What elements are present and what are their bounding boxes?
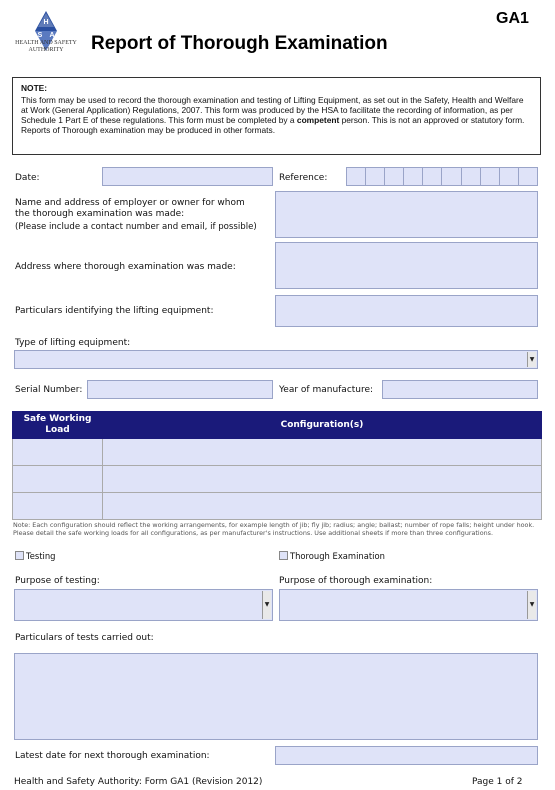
date-field[interactable] <box>102 167 273 186</box>
table-header-swl: Safe Working Load <box>13 412 103 439</box>
table-header-configuration: Configuration(s) <box>103 412 542 439</box>
footer-left: Health and Safety Authority: Form GA1 (Revision 2012) <box>14 777 263 787</box>
year-field[interactable] <box>382 380 538 399</box>
serial-label: Serial Number: <box>15 385 83 395</box>
swl-cell[interactable] <box>13 466 103 493</box>
table-row <box>13 439 542 466</box>
employer-field[interactable] <box>275 191 538 238</box>
testing-label: Testing <box>26 551 56 561</box>
page-title: Report of Thorough Examination <box>91 33 388 54</box>
logo-text-line2: AUTHORITY <box>28 47 64 53</box>
tests-field[interactable] <box>14 653 538 740</box>
employer-label-line2: the thorough examination was made: <box>15 209 185 219</box>
type-label: Type of lifting equipment: <box>15 338 131 348</box>
svg-text:A: A <box>49 32 55 39</box>
type-dropdown[interactable] <box>14 350 538 369</box>
chevron-down-icon[interactable]: ▼ <box>527 352 536 367</box>
serial-field[interactable] <box>87 380 273 399</box>
note-heading: NOTE: <box>21 83 48 93</box>
particulars-field[interactable] <box>275 295 538 327</box>
note-box <box>12 77 541 155</box>
next-date-field[interactable] <box>275 746 538 765</box>
footer-page-number: Page 1 of 2 <box>472 777 523 787</box>
configuration-cell[interactable] <box>103 466 542 493</box>
chevron-down-icon[interactable]: ▼ <box>527 591 536 619</box>
purpose-thorough-dropdown[interactable] <box>279 589 538 621</box>
address-label: Address where thorough examination was made: <box>15 262 236 272</box>
swl-cell[interactable] <box>13 493 103 520</box>
tests-label: Particulars of tests carried out: <box>15 633 154 643</box>
purpose-testing-label: Purpose of testing: <box>15 576 100 586</box>
reference-label: Reference: <box>279 173 328 183</box>
address-field[interactable] <box>275 242 538 289</box>
hsa-logo <box>9 9 83 57</box>
reference-field[interactable] <box>346 167 538 186</box>
svg-text:H: H <box>43 19 49 26</box>
purpose-testing-dropdown[interactable] <box>14 589 273 621</box>
note-text: This form may be used to record the thorough examination and testing of Lifting Equipment, as set out in the Safety, Health and Welfare at Work (General Application) Regulations, 2007. This form was produced by the HSA to facilitate the recording of information, as per Schedule 1 Part E of these regulations. This form must be completed by a competent person. This is not an approved or statutory form. Reports of Thorough examination may be produced in other formats. <box>21 95 525 135</box>
swl-cell[interactable] <box>13 439 103 466</box>
svg-text:S: S <box>37 32 43 39</box>
chevron-down-icon[interactable]: ▼ <box>262 591 271 619</box>
employer-label-line3: (Please include a contact number and email, if possible) <box>15 222 257 232</box>
particulars-label: Particulars identifying the lifting equipment: <box>15 306 214 316</box>
table-row <box>13 466 542 493</box>
date-label: Date: <box>15 173 40 183</box>
form-code: GA1 <box>496 10 529 27</box>
purpose-thorough-label: Purpose of thorough examination: <box>279 576 433 586</box>
thorough-examination-label: Thorough Examination <box>290 551 385 561</box>
next-date-label: Latest date for next thorough examination: <box>15 751 210 761</box>
logo-text-line1: HEALTH AND SAFETY <box>15 40 77 46</box>
thorough-examination-checkbox[interactable] <box>279 551 288 560</box>
testing-checkbox[interactable] <box>15 551 24 560</box>
employer-label-line1: Name and address of employer or owner for whom <box>15 198 245 208</box>
year-label: Year of manufacture: <box>279 385 374 395</box>
configuration-cell[interactable] <box>103 439 542 466</box>
table-row <box>13 493 542 520</box>
configuration-table <box>12 411 542 520</box>
table-note: Note: Each configuration should reflect the working arrangements, for example length of jib; fly jib; radius; angle; ballast; number of rope falls; height under hook. Please detail the safe working loads for all configurations, as per manufacturer's instructions. Use additional sheets if more than three configurations. <box>13 521 535 538</box>
configuration-cell[interactable] <box>103 493 542 520</box>
